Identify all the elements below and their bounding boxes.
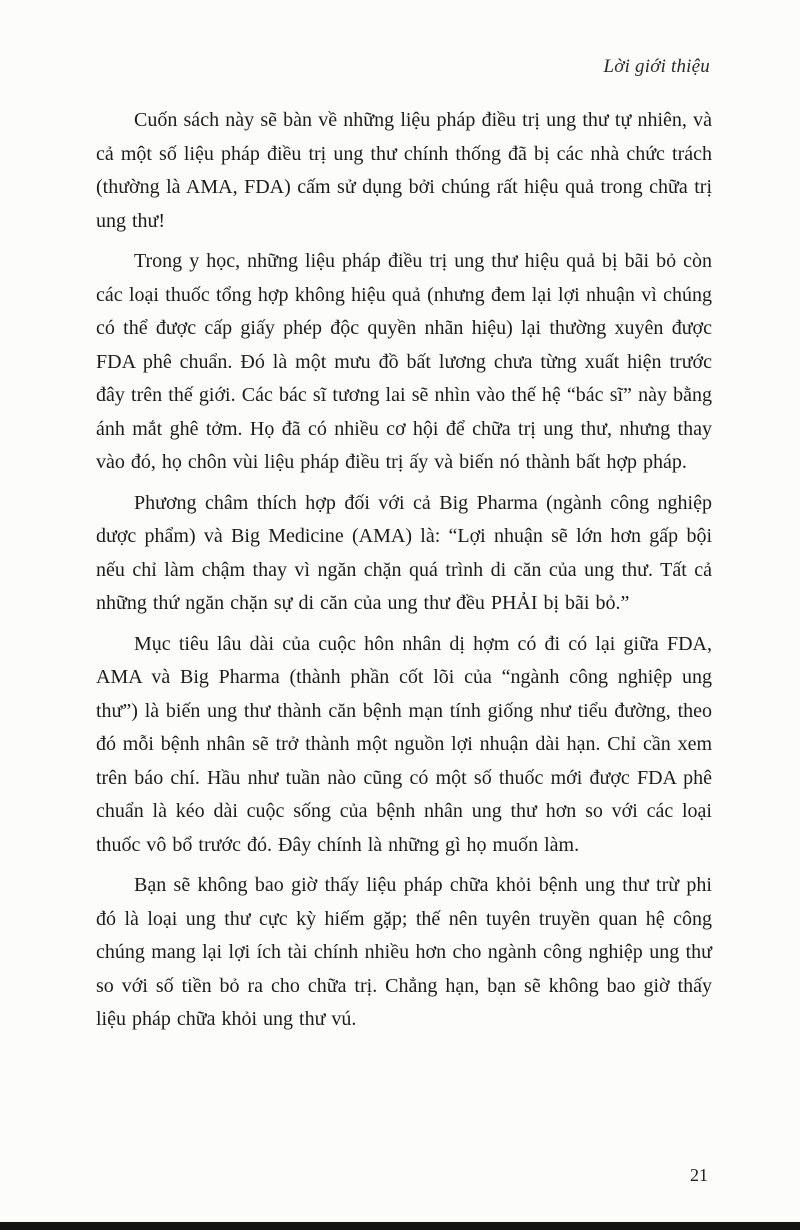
paragraph: Mục tiêu lâu dài của cuộc hôn nhân dị hợm có đi có lại giữa FDA, AMA và Big Pharma (thành phần cốt lõi của “ngành công nghiệp ung thư”) là biến ung thư thành căn bệnh mạn tính giống như tiểu đường, theo đó mỗi bệnh nhân sẽ trở thành một nguồn lợi nhuận dài hạn. Chỉ cần xem trên báo chí. Hầu như tuần nào cũng có một số thuốc mới được FDA phê chuẩn là kéo dài cuộc sống của bệnh nhân ung thư hơn so với các loại thuốc vô bổ trước đó. Đây chính là những gì họ muốn làm. — [96, 632, 712, 856]
running-header: Lời giới thiệu — [603, 56, 710, 77]
paragraph: Bạn sẽ không bao giờ thấy liệu pháp chữa khỏi bệnh ung thư trừ phi đó là loại ung thư cực kỳ hiếm gặp; thế nên tuyên truyền quan hệ công chúng mang lại lợi ích tài chính nhiều hơn cho ngành công nghiệp ung thư so với số tiền bỏ ra cho chữa trị. Chẳng hạn, bạn sẽ không bao giờ thấy liệu pháp chữa khỏi ung thư vú. — [96, 874, 712, 1030]
paragraph: Cuốn sách này sẽ bàn về những liệu pháp điều trị ung thư tự nhiên, và cả một số liệu pháp điều trị ung thư chính thống đã bị các nhà chức trách (thường là AMA, FDA) cấm sử dụng bởi chúng rất hiệu quả trong chữa trị ung thư! — [96, 109, 712, 232]
page-number: 21 — [690, 1165, 708, 1185]
paragraph: Phương châm thích hợp đối với cả Big Pharma (ngành công nghiệp dược phẩm) và Big Medicine (AMA) là: “Lợi nhuận sẽ lớn hơn gấp bội nếu chỉ làm chậm thay vì ngăn chặn quá trình di căn của ung thư. Tất cả những thứ ngăn chặn sự di căn của ung thư đều PHẢI bị bãi bỏ.” — [96, 491, 712, 614]
page-body-text — [96, 104, 712, 1044]
page-bottom-edge — [0, 1222, 800, 1230]
paragraph: Trong y học, những liệu pháp điều trị ung thư hiệu quả bị bãi bỏ còn các loại thuốc tổng hợp không hiệu quả (nhưng đem lại lợi nhuận vì chúng có thể được cấp giấy phép độc quyền nhãn hiệu) lại thường xuyên được FDA phê chuẩn. Đó là một mưu đồ bất lương chưa từng xuất hiện trước đây trên thế giới. Các bác sĩ tương lai sẽ nhìn vào thế hệ “bác sĩ” này bằng ánh mắt ghê tởm. Họ đã có nhiều cơ hội để chữa trị ung thư, nhưng thay vào đó, họ chôn vùi liệu pháp điều trị ấy và biến nó thành bất hợp pháp. — [96, 250, 712, 473]
